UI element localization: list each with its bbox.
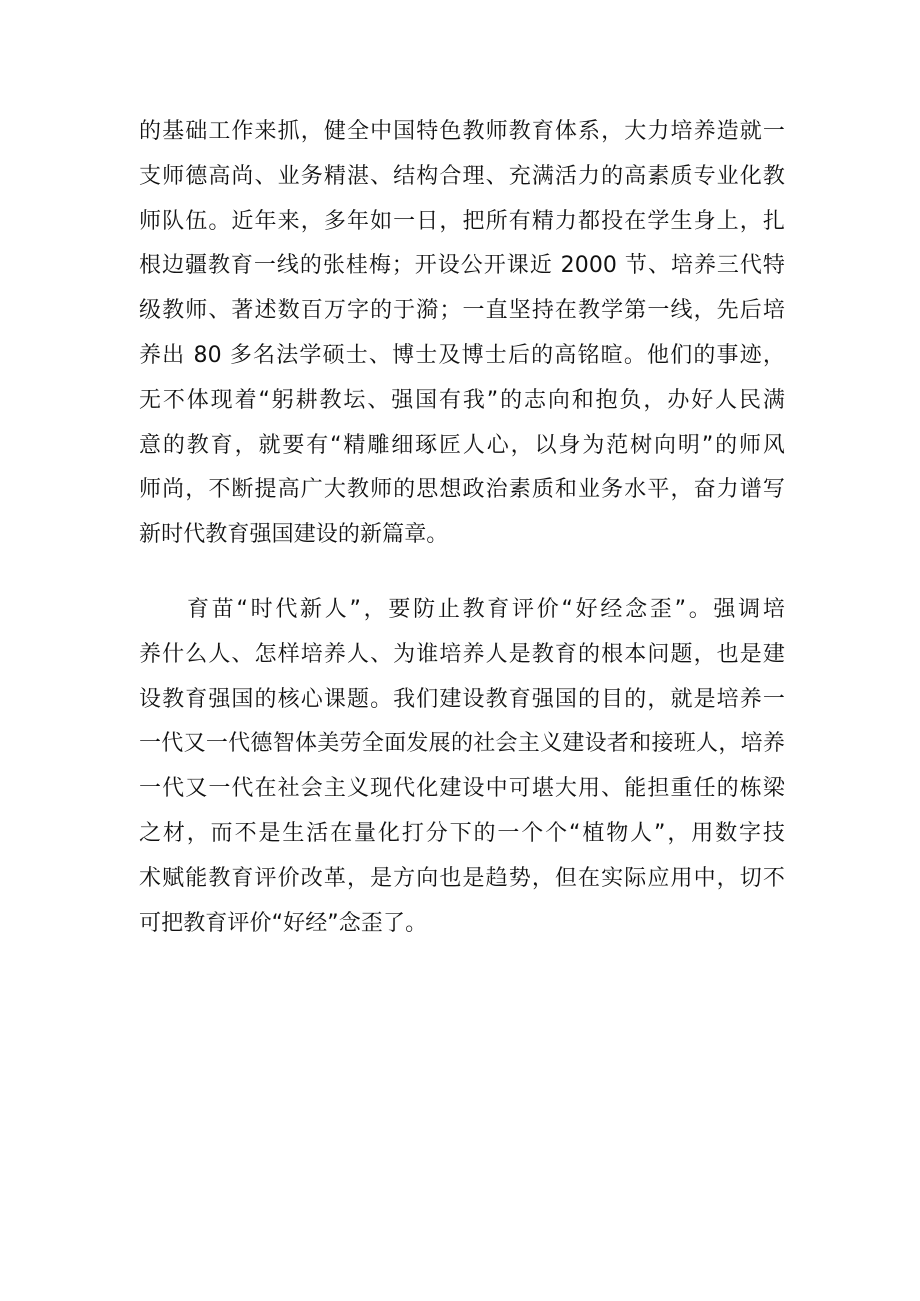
paragraph-teacher-team [139, 110, 785, 558]
text-line: 级教师、著述数百万字的于漪；一直坚持在教学第一线，先后培 [139, 298, 785, 324]
text-line: 支师德高尚、业务精湛、结构合理、充满活力的高素质专业化教 [139, 163, 785, 189]
text-line: 一代又一代在社会主义现代化建设中可堪大用、能担重任的栋梁 [139, 776, 785, 802]
text-line: 一代又一代德智体美劳全面发展的社会主义建设者和接班人，培养 [139, 731, 785, 757]
text-line: 师尚，不断提高广大教师的思想政治素质和业务水平，奋力谱写 [139, 477, 785, 503]
text-line: 育苗“时代新人”，要防止教育评价“好经念歪”。强调培 [187, 597, 785, 622]
text-line: 新时代教育强国建设的新篇章。 [139, 522, 449, 548]
text-line: 设教育强国的核心课题。我们建设教育强国的目的，就是培养一 [139, 686, 785, 712]
text-line: 之材，而不是生活在量化打分下的一个个“植物人”，用数字技 [139, 820, 785, 846]
text-line: 师队伍。近年来，多年如一日，把所有精力都投在学生身上，扎 [139, 208, 785, 234]
text-line: 可把教育评价“好经”念歪了。 [139, 910, 428, 936]
text-line: 养什么人、怎样培养人、为谁培养人是教育的根本问题，也是建 [139, 641, 785, 667]
text-line: 养出 80 多名法学硕士、博士及博士后的高铭暄。他们的事迹， [139, 342, 785, 368]
text-line: 根边疆教育一线的张桂梅；开设公开课近 2000 节、培养三代特 [139, 253, 785, 279]
text-line: 无不体现着“躬耕教坛、强国有我”的志向和抱负，办好人民满 [139, 387, 785, 413]
text-line: 意的教育，就要有“精雕细琢匠人心，以身为范树向明”的师风 [139, 432, 785, 458]
paragraph-education-evaluation [139, 588, 785, 946]
text-line: 术赋能教育评价改革，是方向也是趋势，但在实际应用中，切不 [139, 865, 785, 891]
text-line: 的基础工作来抓，健全中国特色教师教育体系，大力培养造就一 [139, 119, 785, 144]
